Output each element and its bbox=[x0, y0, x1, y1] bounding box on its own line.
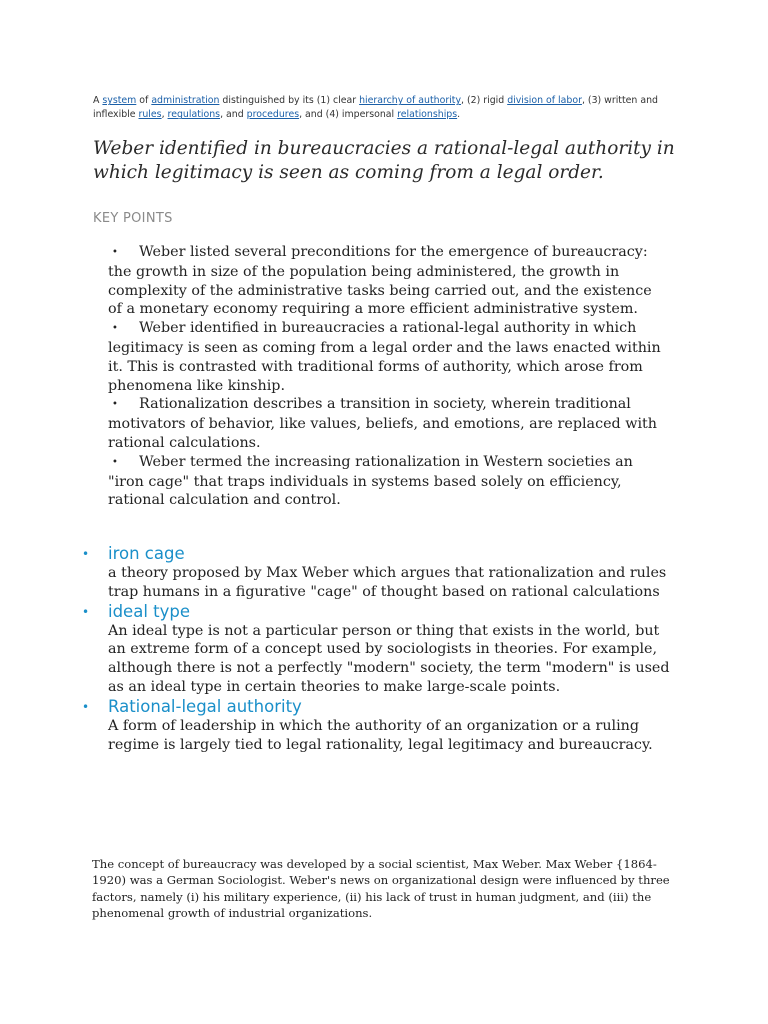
definition-text: , (3) written and inflexible bbox=[93, 95, 658, 121]
definition-text: A bbox=[93, 95, 103, 107]
glossary-term[interactable]: ideal type bbox=[108, 601, 191, 621]
definition-paragraph bbox=[93, 94, 673, 122]
bullet-icon: • bbox=[112, 399, 118, 411]
link-division-of-labor[interactable]: division of labor bbox=[507, 95, 582, 107]
glossary-item-iron-cage bbox=[82, 544, 672, 602]
glossary-item-rational-legal-authority bbox=[82, 697, 672, 755]
bullet-icon: • bbox=[112, 456, 118, 468]
link-regulations[interactable]: regulations bbox=[167, 109, 221, 121]
definition-text: of bbox=[136, 95, 152, 107]
link-rules[interactable]: rules bbox=[138, 109, 162, 121]
key-points-list bbox=[108, 243, 668, 510]
link-relationships[interactable]: relationships bbox=[397, 109, 458, 121]
key-point-item bbox=[108, 395, 668, 452]
bullet-icon: • bbox=[112, 247, 118, 258]
glossary-definition: a theory proposed by Max Weber which argues that rationalization and rules trap humans in a figurative "cage" of thought based on rational calculations bbox=[108, 565, 667, 600]
key-point-text: Weber identified in bureaucracies a rational-legal authority in which legitimacy is seen as coming from a legal order and the laws enacted within it. This is contrasted with traditional forms of authority, which arose from phenomena like kinship. bbox=[108, 320, 661, 394]
glossary-definition: An ideal type is not a particular person or thing that exists in the world, but an extreme form of a concept used by sociologists in theories. For example, although there is not a perfectly "modern" society, the term "modern" is used as an ideal type in certain theories to make large-scale points. bbox=[108, 622, 670, 695]
bullet-icon: • bbox=[82, 547, 90, 561]
definition-text: , (2) rigid bbox=[461, 95, 508, 107]
key-point-text: Weber listed several preconditions for the emergence of bureaucracy: the growth in size of the population being administered, the growth in complexity of the administrative tasks being carried out, and the existence of a monetary economy requiring a more efficient administrative system. bbox=[108, 244, 652, 318]
bullet-icon: • bbox=[112, 323, 118, 335]
link-administration[interactable]: administration bbox=[151, 95, 220, 107]
key-point-item bbox=[108, 453, 668, 510]
definition-text: , and (4) impersonal bbox=[299, 109, 398, 121]
footer-paragraph: The concept of bureaucracy was developed by a social scientist, Max Weber. Max Weber {1864-1920) was a German Sociologist. Weber's news on organizational design were influenced by three factors, namely (i) his military experience, (ii) his lack of trust in human judgment, and (iii) the phenomenal growth of industrial organizations. bbox=[92, 856, 670, 921]
glossary-definition: A form of leadership in which the authority of an organization or a ruling regime is largely tied to legal rationality, legal legitimacy and bureaucracy. bbox=[108, 717, 653, 753]
key-point-text: Weber termed the increasing rationalization in Western societies an "iron cage" that traps individuals in systems based solely on efficiency, rational calculation and control. bbox=[108, 453, 633, 509]
link-system[interactable]: system bbox=[102, 95, 137, 107]
definition-text: , bbox=[161, 109, 168, 121]
key-point-item bbox=[108, 243, 668, 319]
key-point-text: Rationalization describes a transition in society, wherein traditional motivators of behavior, like values, beliefs, and emotions, are replaced with rational calculations. bbox=[108, 396, 658, 451]
definition-text: , and bbox=[220, 109, 247, 121]
glossary-item-ideal-type bbox=[82, 602, 672, 697]
definition-text: . bbox=[457, 109, 461, 121]
headline: Weber identified in bureaucracies a rational-legal authority in which legitimacy is seen as coming from a legal order. bbox=[93, 138, 675, 183]
bullet-icon: • bbox=[82, 699, 90, 714]
glossary-term[interactable]: iron cage bbox=[108, 544, 185, 563]
definition-text: distinguished by its (1) clear bbox=[219, 95, 360, 107]
key-point-item bbox=[108, 319, 668, 395]
bullet-icon: • bbox=[82, 604, 90, 619]
glossary-term[interactable]: Rational-legal authority bbox=[108, 696, 302, 716]
key-points-heading: KEY POINTS bbox=[93, 211, 173, 226]
link-procedures[interactable]: procedures bbox=[246, 109, 300, 121]
glossary-list bbox=[82, 544, 672, 754]
link-hierarchy-of-authority[interactable]: hierarchy of authority bbox=[359, 95, 462, 107]
